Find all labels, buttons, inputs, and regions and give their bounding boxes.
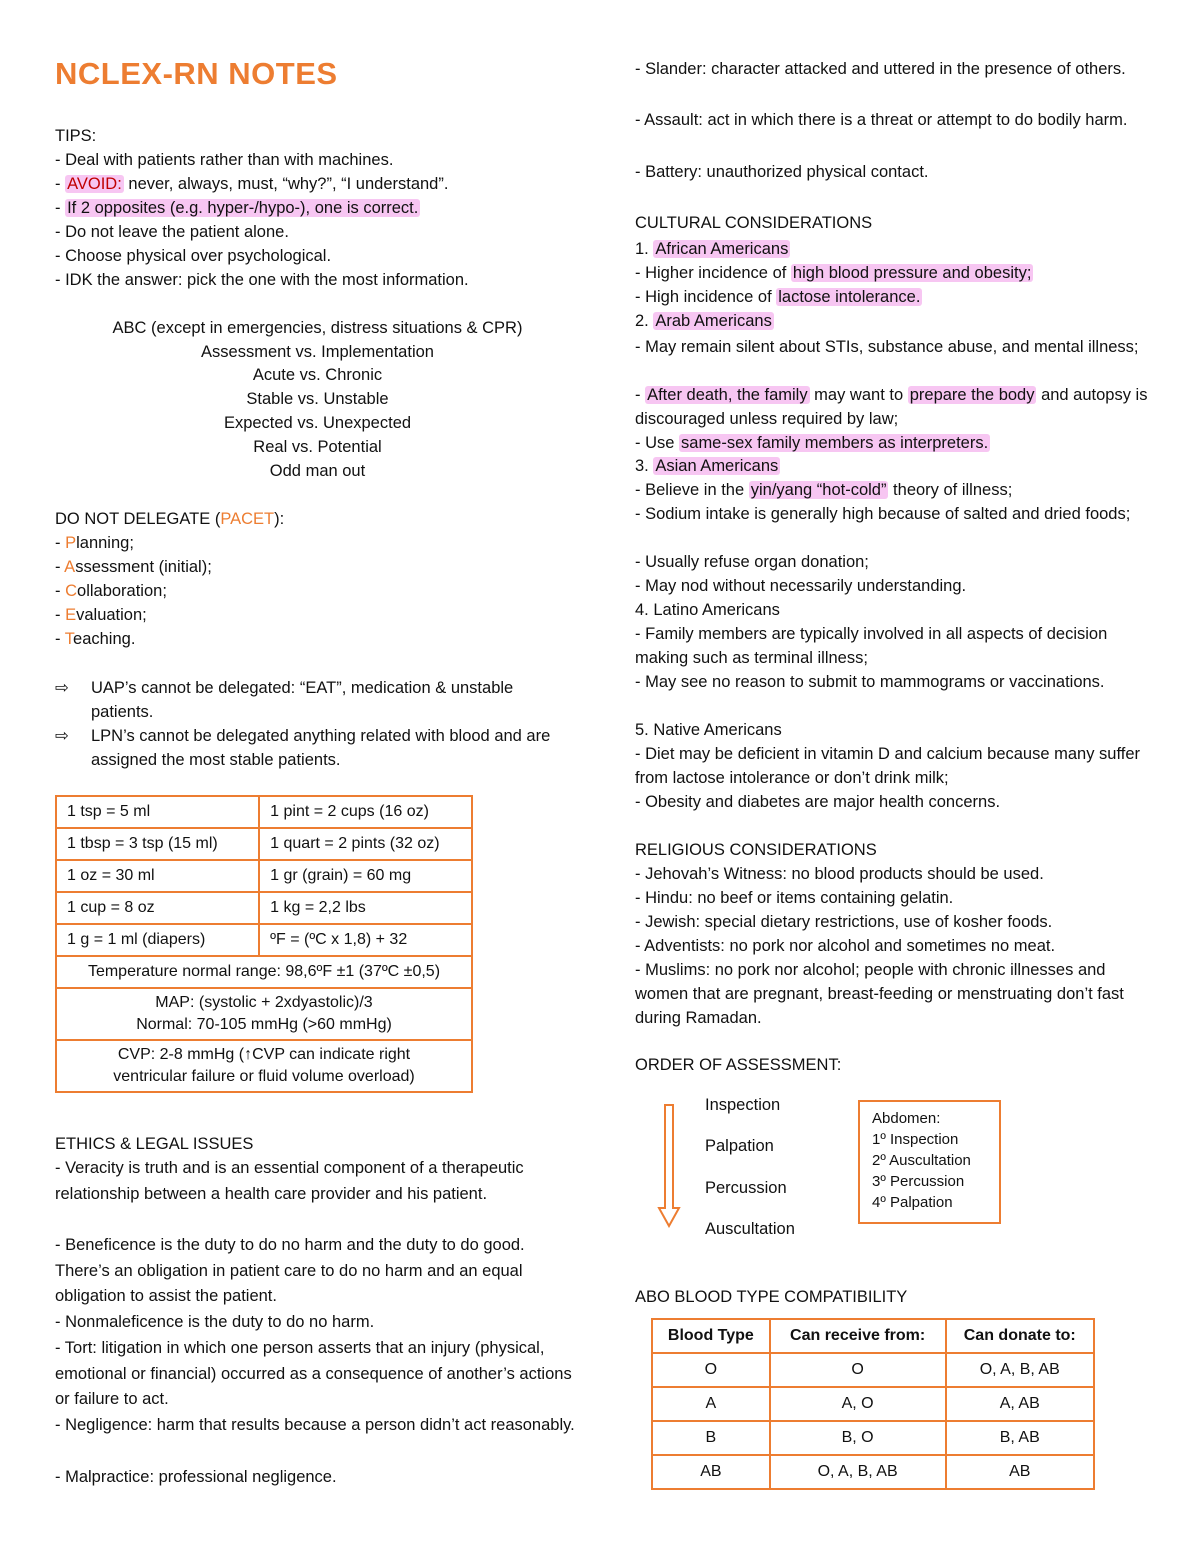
delegate-item: - Collaboration; — [55, 582, 167, 600]
culture-item — [635, 431, 1155, 455]
abdomen-step: 3º Percussion — [872, 1173, 965, 1190]
culture-item: - May see no reason to submit to mammograms or vaccinations. — [635, 673, 1105, 691]
map-formula: MAP: (systolic + 2xdyastolic)/3 — [155, 994, 373, 1011]
tips-heading: TIPS: — [55, 127, 97, 145]
delegate-item-text: ollaboration; — [77, 582, 167, 600]
table-row — [56, 828, 472, 860]
ethics-item: - Battery: unauthorized physical contact. — [635, 163, 929, 181]
culture-number: 2. — [635, 312, 654, 330]
table-cell: 1 tbsp = 3 tsp (15 ml) — [56, 828, 259, 860]
delegate-item: - Planning; — [55, 534, 134, 552]
right-arrow-icon: ⇨ — [55, 679, 69, 697]
culture-title — [635, 237, 1155, 261]
religious-item: - Adventists: no pork nor alcohol and sometimes no meat. — [635, 937, 1056, 955]
column-header: Can receive from: — [770, 1319, 946, 1353]
abdomen-box — [858, 1100, 1001, 1224]
table-cell: 1 oz = 30 ml — [56, 860, 259, 892]
tip-item: - Choose physical over psychological. — [55, 247, 332, 265]
priority-line: Odd man out — [269, 462, 366, 480]
religious-heading: RELIGIOUS CONSIDERATIONS — [635, 841, 877, 859]
culture-item-text: - Use — [635, 434, 680, 452]
tip-item: - IDK the answer: pick the one with the most information. — [55, 271, 469, 289]
acronym-letter: E — [65, 606, 77, 624]
delegation-note — [55, 724, 580, 772]
culture-title: 5. Native Americans — [635, 721, 782, 739]
culture-item — [635, 478, 1155, 502]
cvp-cell: CVP: 2-8 mmHg (↑CVP can indicate right ventricular failure or fluid volume overload) — [56, 1040, 472, 1092]
table-cell: AB — [946, 1455, 1095, 1489]
avoid-highlight: AVOID: — [67, 175, 122, 193]
priority-line: Real vs. Potential — [253, 438, 382, 456]
delegation-note-text: UAP’s cannot be delegated: “EAT”, medication & unstable patients. — [91, 679, 514, 721]
culture-item-text: theory of illness; — [888, 481, 1013, 499]
religious-item: - Jehovah’s Witness: no blood products should be used. — [635, 865, 1044, 883]
ethics-heading: ETHICS & LEGAL ISSUES — [55, 1135, 254, 1153]
tip-prefix: - — [55, 199, 66, 217]
ethics-item: - Malpractice: professional negligence. — [55, 1468, 337, 1486]
culture-item-text: - High incidence of — [635, 288, 777, 306]
abdomen-step: 1º Inspection — [872, 1131, 959, 1148]
table-row — [56, 924, 472, 956]
acronym-letter: A — [64, 558, 76, 576]
culture-item: - Obesity and diabetes are major health concerns. — [635, 793, 1001, 811]
map-cell — [56, 988, 472, 1040]
temperature-cell: Temperature normal range: 98,6ºF ±1 (37ºC ±0,5) — [56, 956, 472, 988]
table-cell: 1 pint = 2 cups (16 oz) — [259, 796, 472, 828]
tip-item: - Do not leave the patient alone. — [55, 223, 289, 241]
priority-line: ABC (except in emergencies, distress situations & CPR) — [112, 319, 523, 337]
culture-highlight: After death, the family — [647, 386, 808, 404]
page-title: NCLEX-RN NOTES — [55, 56, 338, 91]
abo-heading: ABO BLOOD TYPE COMPATIBILITY — [635, 1288, 908, 1306]
delegate-heading-text: DO NOT DELEGATE ( — [55, 510, 221, 528]
cultural-heading: CULTURAL CONSIDERATIONS — [635, 214, 873, 232]
tip-text: never, always, must, “why?”, “I understand”. — [123, 175, 449, 193]
table-cell: A, AB — [946, 1387, 1095, 1421]
table-cell: O — [770, 1353, 946, 1387]
culture-title — [635, 309, 1155, 333]
abdomen-title: Abdomen: — [872, 1110, 941, 1127]
acronym-letter: P — [65, 534, 77, 552]
table-row — [56, 892, 472, 924]
table-cell: B, AB — [946, 1421, 1095, 1455]
religious-item: - Hindu: no beef or items containing gelatin. — [635, 889, 954, 907]
religious-item: - Muslims: no pork nor alcohol; people with chronic illnesses and women that are pregnant, breast-feeding or menstruating don’t fast during Ramadan. — [635, 961, 1124, 1027]
culture-item-text: - — [635, 386, 646, 404]
table-cell: B, O — [770, 1421, 946, 1455]
culture-highlight: high blood pressure and obesity; — [792, 264, 1032, 282]
priority-line: Acute vs. Chronic — [252, 366, 383, 384]
delegate-item-text: eaching. — [73, 630, 136, 648]
culture-highlight: prepare the body — [909, 386, 1035, 404]
abdomen-step: 4º Palpation — [872, 1194, 953, 1211]
table-row — [56, 860, 472, 892]
delegate-item: - Evaluation; — [55, 606, 147, 624]
abdomen-step: 2º Auscultation — [872, 1152, 971, 1169]
table-cell: O, A, B, AB — [770, 1455, 946, 1489]
map-normal: Normal: 70-105 mmHg (>60 mmHg) — [136, 1016, 392, 1033]
table-row — [652, 1353, 1094, 1387]
delegation-note-text: LPN’s cannot be delegated anything related with blood and are assigned the most stable patients. — [91, 727, 551, 769]
culture-item-text: - Believe in the — [635, 481, 749, 499]
assessment-step: Palpation — [705, 1137, 774, 1155]
tip-item — [55, 172, 580, 196]
table-row — [652, 1387, 1094, 1421]
delegate-heading — [55, 507, 580, 531]
table-row — [56, 1040, 472, 1092]
table-cell: 1 kg = 2,2 lbs — [259, 892, 472, 924]
religious-item: - Jewish: special dietary restrictions, use of kosher foods. — [635, 913, 1053, 931]
culture-highlight: yin/yang “hot-cold” — [750, 481, 887, 499]
table-cell: ºF = (ºC x 1,8) + 32 — [259, 924, 472, 956]
acronym-letter: T — [64, 630, 74, 648]
delegate-item-text: valuation; — [76, 606, 147, 624]
assessment-step: Inspection — [705, 1096, 781, 1114]
tip-highlight: If 2 opposites (e.g. hyper-/hypo-), one is correct. — [67, 199, 419, 217]
table-row — [56, 956, 472, 988]
table-cell: O, A, B, AB — [946, 1353, 1095, 1387]
table-row — [652, 1421, 1094, 1455]
ethics-item: - Assault: act in which there is a threat or attempt to do bodily harm. — [635, 111, 1128, 129]
table-cell: A — [652, 1387, 770, 1421]
delegate-item: - Teaching. — [55, 630, 136, 648]
assessment-step: Percussion — [705, 1179, 787, 1197]
culture-number: 1. — [635, 240, 654, 258]
abo-table — [651, 1318, 1095, 1490]
table-header-row — [652, 1319, 1094, 1353]
culture-item: - May nod without necessarily understanding. — [635, 577, 967, 595]
culture-item: - Usually refuse organ donation; — [635, 553, 869, 571]
table-cell: AB — [652, 1455, 770, 1489]
culture-name: Asian Americans — [655, 457, 779, 475]
column-header: Blood Type — [652, 1319, 770, 1353]
acronym-letter: C — [65, 582, 78, 600]
ethics-item: - Slander: character attacked and uttered in the presence of others. — [635, 60, 1126, 78]
culture-item-text: may want to — [809, 386, 908, 404]
culture-item — [635, 261, 1155, 285]
delegate-item-text: ssessment (initial); — [75, 558, 212, 576]
tip-item — [55, 196, 580, 220]
ethics-item: - Tort: litigation in which one person asserts that an injury (physical, emotional or financial) occurred as a consequence of another’s actions or failure to act. — [55, 1339, 572, 1408]
ethics-item: - Veracity is truth and is an essential component of a therapeutic relationship between a health care provider and his patient. — [55, 1159, 524, 1203]
tip-item: - Deal with patients rather than with machines. — [55, 151, 394, 169]
table-row — [56, 988, 472, 1040]
table-cell: A, O — [770, 1387, 946, 1421]
table-cell: 1 quart = 2 pints (32 oz) — [259, 828, 472, 860]
table-cell: O — [652, 1353, 770, 1387]
right-arrow-icon: ⇨ — [55, 727, 69, 745]
culture-name: Arab Americans — [655, 312, 772, 330]
delegate-item-text: lanning; — [76, 534, 134, 552]
table-cell: 1 g = 1 ml (diapers) — [56, 924, 259, 956]
priority-line: Expected vs. Unexpected — [223, 414, 412, 432]
priority-line: Stable vs. Unstable — [246, 390, 389, 408]
table-row — [652, 1455, 1094, 1489]
delegate-heading-end: ): — [274, 510, 285, 528]
culture-highlight: same-sex family members as interpreters. — [681, 434, 989, 452]
culture-name: African Americans — [655, 240, 789, 258]
table-cell: B — [652, 1421, 770, 1455]
culture-item: - Sodium intake is generally high because of salted and dried foods; — [635, 505, 1131, 523]
conversion-table — [55, 795, 473, 1093]
assessment-step: Auscultation — [705, 1220, 795, 1238]
ethics-item: - Negligence: harm that results because a person didn’t act reasonably. — [55, 1416, 575, 1434]
pacet-acronym: PACET — [220, 510, 275, 528]
culture-title — [635, 454, 1155, 478]
priority-line: Assessment vs. Implementation — [201, 343, 434, 361]
down-arrow-icon — [657, 1104, 681, 1228]
culture-item: - May remain silent about STIs, substance abuse, and mental illness; — [635, 338, 1139, 356]
culture-item-text: - Higher incidence of — [635, 264, 791, 282]
column-header: Can donate to: — [946, 1319, 1095, 1353]
culture-title: 4. Latino Americans — [635, 601, 780, 619]
culture-item — [635, 383, 1155, 431]
table-cell: 1 cup = 8 oz — [56, 892, 259, 924]
ethics-item: - Beneficence is the duty to do no harm and the duty to do good. There’s an obligation in patient care to do no harm and an equal obligation to assist the patient. — [55, 1236, 525, 1305]
table-row — [56, 796, 472, 828]
culture-item: - Family members are typically involved in all aspects of decision making such as terminal illness; — [635, 625, 1108, 667]
tip-prefix: - — [55, 175, 66, 193]
assessment-heading: ORDER OF ASSESSMENT: — [635, 1056, 842, 1074]
delegation-note — [55, 676, 580, 724]
culture-item-text: and autopsy is discouraged unless required by law; — [635, 386, 1148, 428]
table-cell: 1 gr (grain) = 60 mg — [259, 860, 472, 892]
culture-number: 3. — [635, 457, 654, 475]
delegate-item: - Assessment (initial); — [55, 558, 212, 576]
culture-item — [635, 285, 1155, 309]
culture-highlight: lactose intolerance. — [778, 288, 921, 306]
ethics-item: - Nonmaleficence is the duty to do no harm. — [55, 1313, 375, 1331]
table-cell: 1 tsp = 5 ml — [56, 796, 259, 828]
culture-item: - Diet may be deficient in vitamin D and calcium because many suffer from lactose intolerance or don’t drink milk; — [635, 745, 1141, 787]
